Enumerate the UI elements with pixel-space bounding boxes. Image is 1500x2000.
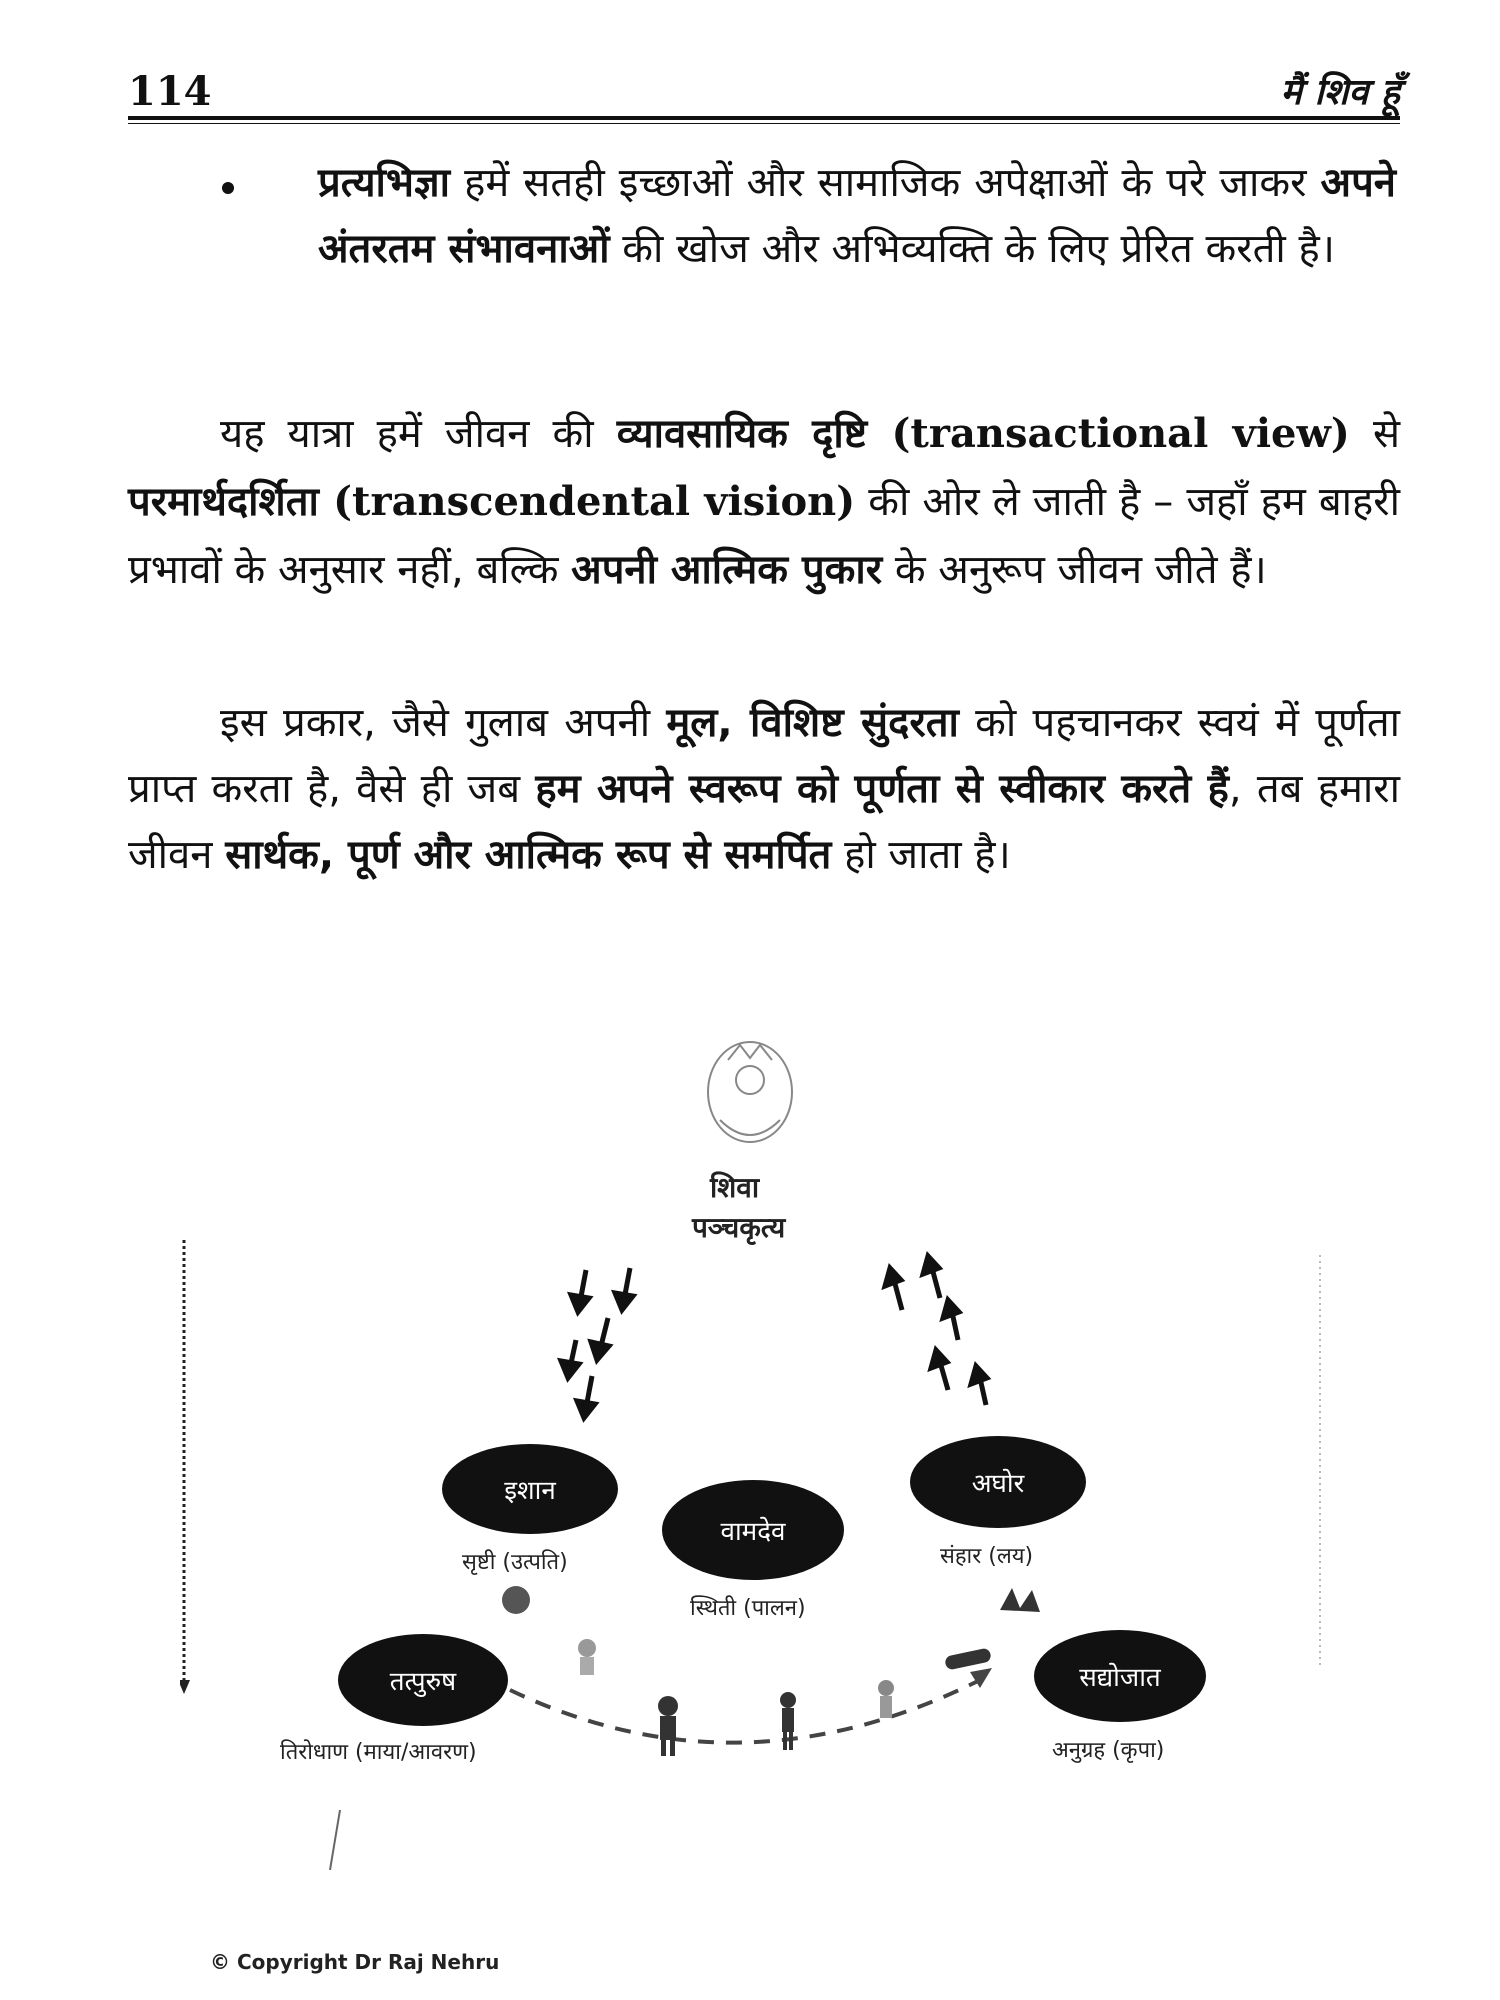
cycle-dashed-arrow	[510, 1680, 980, 1743]
header-rule	[128, 116, 1400, 120]
node-tatpurusha-function: तिरोधाण (माया/आवरण)	[280, 1740, 477, 1765]
body-text: के अनुरूप जीवन जीते हैं।	[882, 547, 1267, 593]
paragraph-2	[128, 690, 1400, 888]
node-sadyojata-function: अनुग्रह (कृपा)	[1052, 1738, 1165, 1763]
body-text: हमें सतही इच्छाओं और सामाजिक अपेक्षाओं के परे जाकर	[450, 160, 1321, 206]
node-aghora: अघोर	[910, 1436, 1086, 1528]
bold-text: प्रत्यभिज्ञा	[318, 160, 451, 206]
bullet-paragraph	[318, 150, 1396, 282]
bold-text: व्यावसायिक दृष्टि	[616, 411, 868, 457]
body-text: , तब हमारा जीवन	[128, 766, 1400, 878]
running-title: मैं शिव हूँ	[1280, 72, 1400, 113]
bold-text: मूल, विशिष्ट सुंदरता	[666, 700, 959, 746]
bullet-icon	[222, 182, 234, 194]
node-sadyojata: सद्योजात	[1034, 1630, 1206, 1722]
header-rule-thin	[128, 123, 1400, 124]
upward-arrows-icon	[885, 1256, 987, 1405]
body-text: इस प्रकार, जैसे गुलाब अपनी	[220, 700, 667, 746]
body-text: की खोज और अभिव्यक्ति के लिए प्रेरित करती है।	[609, 226, 1335, 272]
diagram-subtitle: पञ्चकृत्य	[692, 1211, 786, 1244]
bold-text: अपनी आत्मिक पुकार	[571, 547, 883, 593]
node-ishana-function: सृष्टी (उत्पति)	[462, 1550, 568, 1575]
bold-text: हम अपने स्वरूप को पूर्णता से स्वीकार करते हैं	[535, 766, 1229, 812]
english-term: (transactional view)	[867, 410, 1350, 457]
node-vamadeva: वामदेव	[662, 1480, 844, 1580]
page-number: 114	[128, 68, 212, 115]
diagram-title: शिवा	[710, 1171, 760, 1204]
bold-text: परमार्थदर्शिता	[128, 479, 319, 525]
node-ishana: इशान	[442, 1444, 618, 1534]
copyright-text: © Copyright Dr Raj Nehru	[210, 1950, 500, 1974]
english-term: (transcendental vision)	[318, 478, 856, 525]
body-text: की ओर ले जाती है – जहाँ हम बाहरी प्रभावों के अनुसार नहीं, बल्कि	[128, 479, 1400, 593]
shiva-figure-icon	[708, 1042, 792, 1142]
body-text: हो जाता है।	[831, 832, 1011, 878]
downward-arrows-icon	[561, 1268, 633, 1418]
body-text: से	[1349, 411, 1401, 457]
bold-text: अपने अंतरतम संभावनाओं	[318, 160, 1396, 272]
page-header	[128, 62, 1400, 122]
paragraph-1	[128, 400, 1400, 604]
body-text: को पहचानकर स्वयं में पूर्णता प्राप्त करता है, वैसे ही जब	[128, 700, 1400, 812]
node-tatpurusha: तत्पुरुष	[338, 1634, 508, 1726]
node-aghora-function: संहार (लय)	[940, 1544, 1034, 1569]
bold-text: सार्थक, पूर्ण और आत्मिक रूप से समर्पित	[225, 832, 832, 878]
body-text: यह यात्रा हमें जीवन की	[220, 411, 617, 457]
panchakritya-diagram	[180, 1040, 1340, 1920]
stray-mark	[330, 1810, 340, 1870]
node-vamadeva-function: स्थिती (पालन)	[690, 1596, 806, 1621]
